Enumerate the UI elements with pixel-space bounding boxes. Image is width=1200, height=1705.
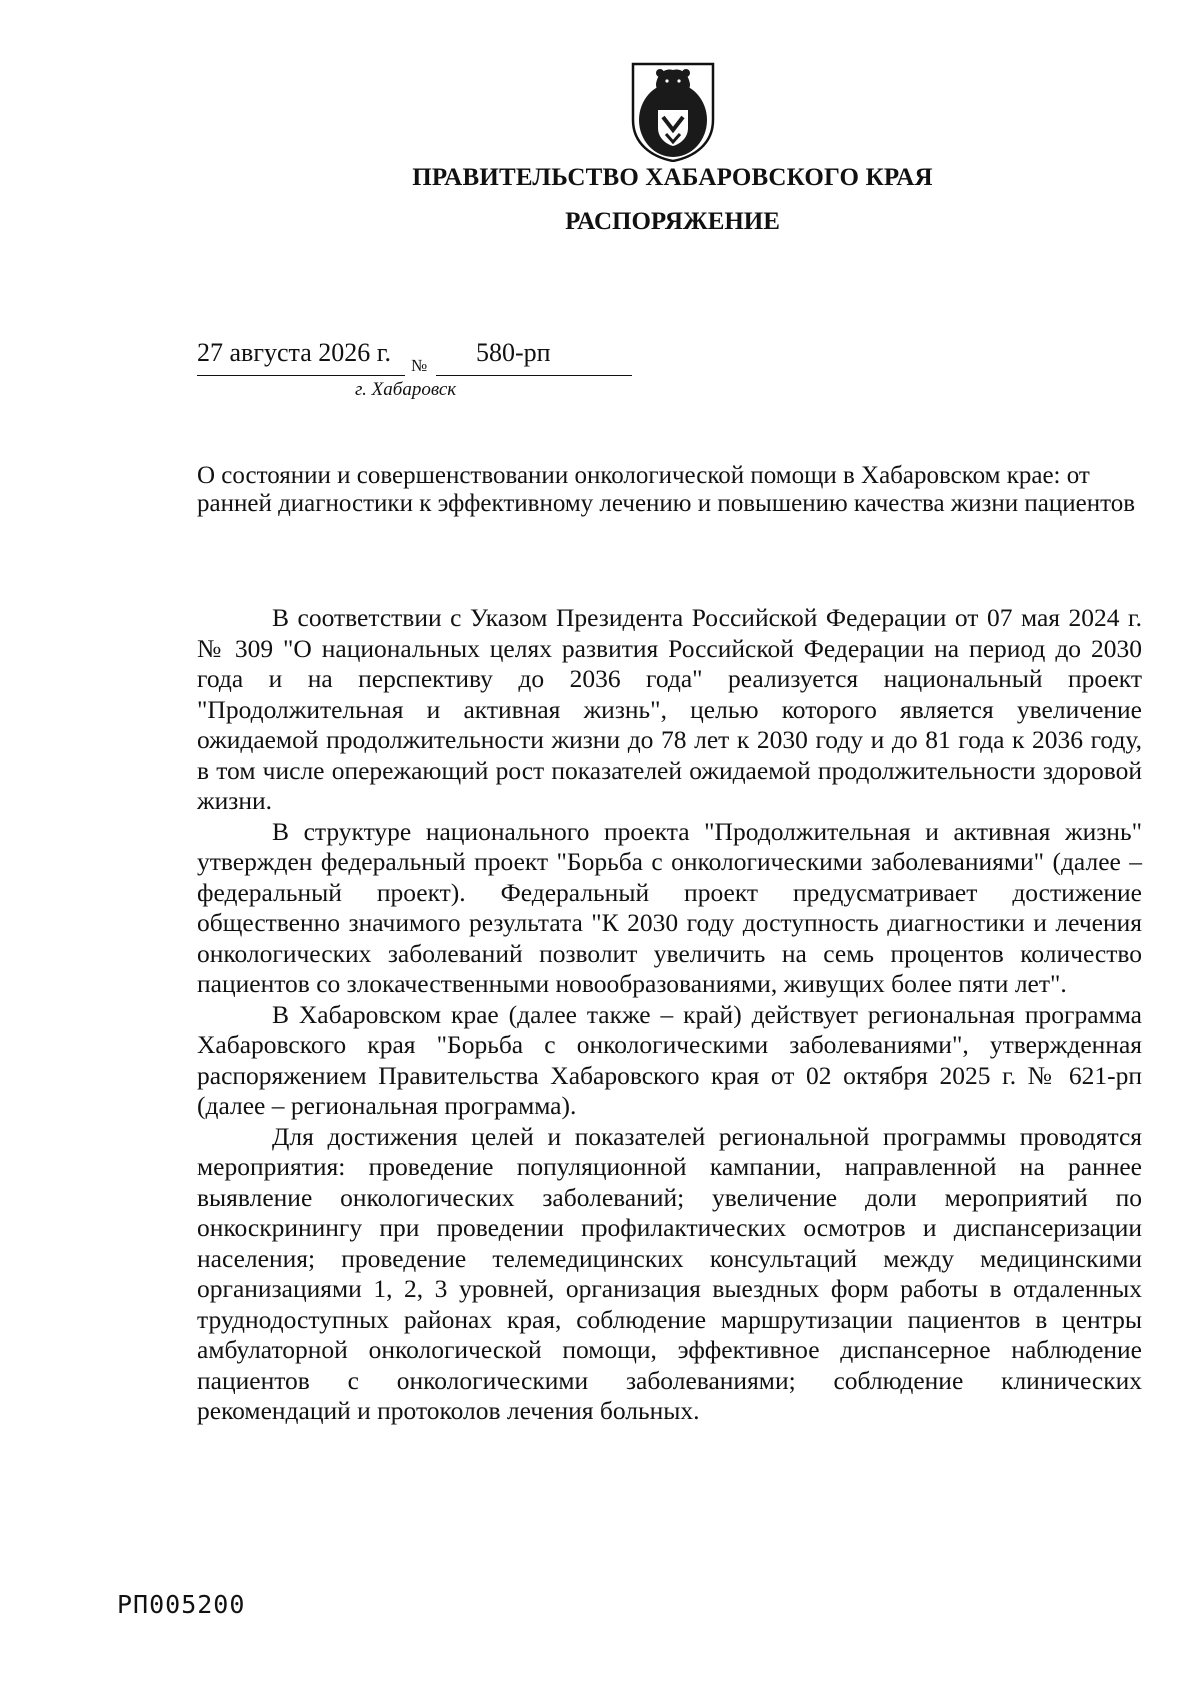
number-underline [436,375,632,376]
coat-of-arms-icon [630,62,716,162]
body-paragraph: В Хабаровском крае (далее также – край) действует региональная программа Хабаровского края "Борьба с онкологическими заболеваниями", утвержденная распоряжением Правительства Хабаровского края от 02 октября 2025 г. № 621-рп (далее – региональная программа). [197,999,1142,1120]
document-type-title: РАСПОРЯЖЕНИЕ [565,208,780,235]
body-paragraph: Для достижения целей и показателей региональной программы проводятся мероприятия: проведение популяционной кампании, направленной на раннее выявление онкологических заболеваний; увеличение доли мероприятий по онкоскринингу при проведении профилактических осмотров и диспансеризации населения; проведение телемедицинских консультаций между медицинскими организациями 1, 2, 3 уровней, организация выездных форм работы в отдаленных труднодоступных районах края, соблюдение маршрутизации пациентов в центры амбулаторной онкологической помощи, эффективное диспансерное наблюдение пациентов с онкологическими заболеваниями; соблюдение клинических рекомендаций и протоколов лечения больных. [197,1121,1142,1425]
government-title: ПРАВИТЕЛЬСТВО ХАБАРОВСКОГО КРАЯ [412,164,933,191]
body-paragraph: В структуре национального проекта "Продолжительная и активная жизнь" утвержден федеральный проект "Борьба с онкологическими заболеваниями" (далее – федеральный проект). Федеральный проект предусматривает достижение общественно значимого результата "К 2030 году доступность диагностики и лечения онкологических заболеваний позволит увеличить на семь процентов количество пациентов со злокачественными новообразованиями, живущих более пяти лет". [197,816,1142,998]
body-paragraph: В соответствии с Указом Президента Российской Федерации от 07 мая 2024 г. № 309 "О национальных целях развития Российской Федерации на период до 2030 года и на перспективу до 2036 года" реализуется национальный проект "Продолжительная и активная жизнь", целью которого является увеличение ожидаемой продолжительности жизни до 78 лет к 2030 году и до 81 года к 2036 году, в том числе опережающий рост показателей ожидаемой продолжительности здоровой жизни. [197,603,1142,815]
date-underline [197,375,405,376]
number-sign: № [411,356,428,375]
form-serial-code: РП005200 [117,1590,246,1619]
document-date: 27 августа 2026 г. [197,338,391,367]
document-subject: О состоянии и совершенствовании онкологической помощи в Хабаровском крае: от ранней диагностики к эффективному лечению и повышению качества жизни пациентов [197,462,1136,517]
document-body [197,603,1142,1427]
document-number: 580-рп [476,338,551,367]
document-city: г. Хабаровск [355,379,457,400]
